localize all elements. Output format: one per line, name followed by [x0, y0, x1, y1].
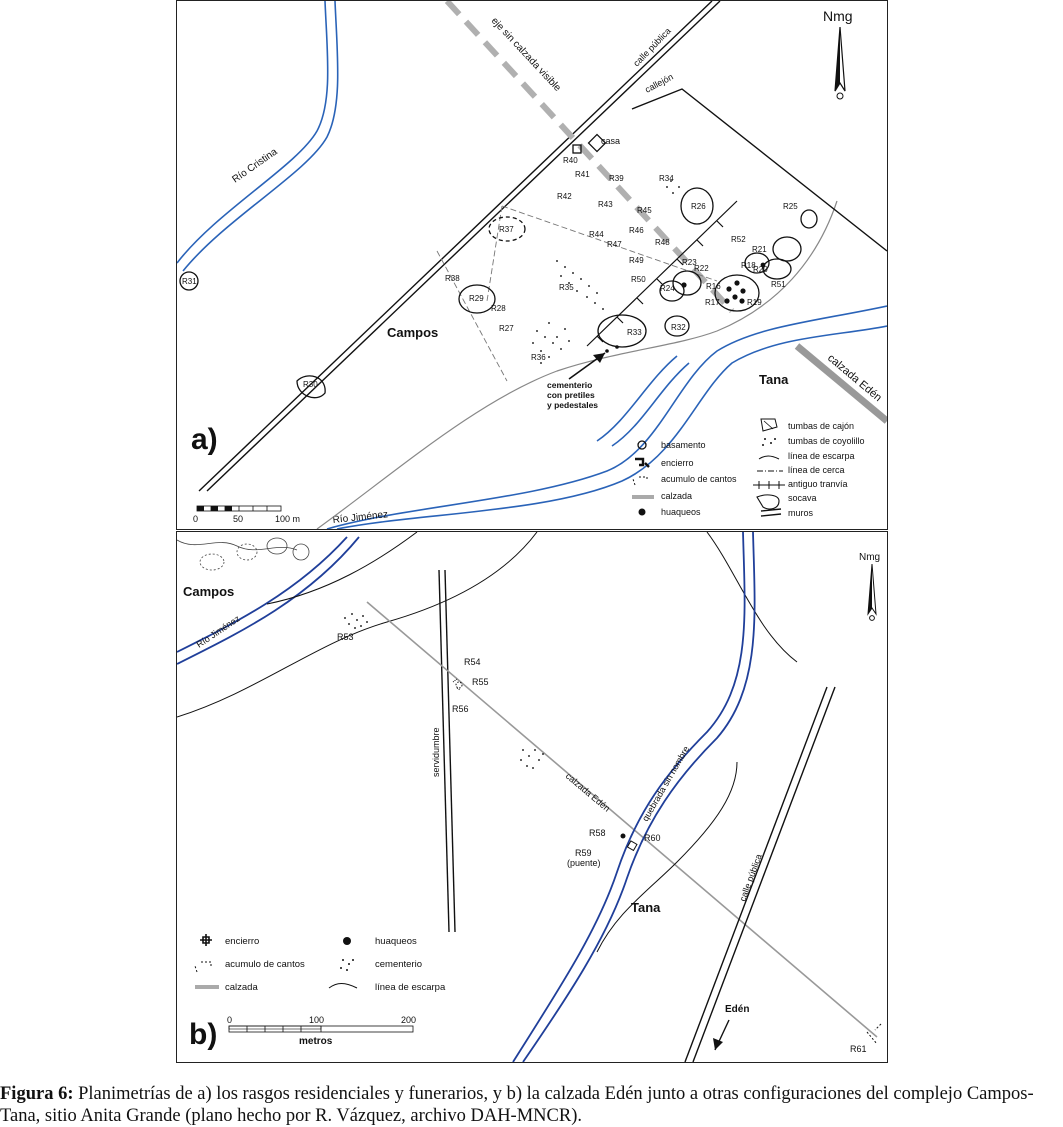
label-R25: R25	[783, 202, 798, 211]
legend-b-huaqueos: huaqueos	[375, 936, 417, 947]
legend-muros: muros	[788, 508, 814, 518]
label-R24: R24	[660, 284, 675, 293]
place-campos-a: Campos	[387, 325, 439, 340]
label-R20: R20	[753, 265, 768, 274]
servidumbre-label: servidumbre	[431, 727, 441, 777]
label-R22: R22	[694, 264, 709, 273]
label-R28: R28	[491, 304, 506, 313]
legend-a-left	[632, 440, 737, 517]
label-R29: R29	[469, 294, 484, 303]
calzada-eden-b	[367, 602, 877, 1037]
legend-socava: socava	[788, 493, 817, 503]
label-R47: R47	[607, 240, 622, 249]
label-R35: R35	[559, 283, 574, 292]
label-R21: R21	[752, 245, 767, 254]
label-R60: R60	[644, 833, 661, 843]
label-R61: R61	[850, 1044, 867, 1054]
label-R54: R54	[464, 657, 481, 667]
label-R52: R52	[731, 235, 746, 244]
rio-jimenez-label-b: Río Jiménez	[194, 613, 242, 650]
figure-caption	[0, 1083, 1060, 1127]
quebrada-sin-nombre	[513, 532, 755, 1062]
label-R31: R31	[182, 277, 197, 286]
cementerio-line-3: y pedestales	[547, 400, 599, 410]
label-R34: R34	[659, 174, 674, 183]
rio-cristina-label: Río Cristina	[230, 146, 280, 186]
cementerio-line-1: cementerio	[547, 380, 593, 390]
label-R43: R43	[598, 200, 613, 209]
scale-b-tick-2: 200	[401, 1015, 417, 1025]
north-arrow-b	[859, 552, 880, 620]
legend-escarpa: línea de escarpa	[788, 451, 855, 461]
eden-label: Edén	[725, 1004, 750, 1015]
label-R49: R49	[629, 256, 644, 265]
callejon-label: callejón	[643, 71, 675, 95]
eje-label: eje sin calzada visible	[488, 15, 563, 94]
tranvia-line	[587, 201, 737, 346]
label-R40: R40	[563, 156, 578, 165]
label-R19: R19	[747, 298, 762, 307]
label-R41: R41	[575, 170, 590, 179]
legend-b-acumulo: acumulo de cantos	[225, 959, 305, 970]
north-arrow-a	[823, 8, 853, 99]
quebrada-label: quebrada sin nombre	[640, 744, 692, 823]
label-R38: R38	[445, 274, 460, 283]
label-R18: R18	[741, 261, 756, 270]
label-R59: R59	[575, 848, 592, 858]
legend-basamento: basamento	[661, 440, 706, 450]
north-label-b: Nmg	[859, 552, 881, 563]
legend-b-escarpa: línea de escarpa	[375, 982, 446, 993]
label-R30: R30	[303, 380, 318, 389]
label-R50: R50	[631, 275, 646, 284]
label-R42: R42	[557, 192, 572, 201]
calzada-eden-a	[797, 346, 887, 421]
rio-jimenez-label: Río Jiménez	[332, 509, 389, 526]
legend-acumulo: acumulo de cantos	[661, 474, 737, 484]
label-R16: R16	[706, 282, 721, 291]
map-b-svg	[177, 532, 887, 1062]
scale-b-tick-1: 100	[309, 1015, 325, 1025]
legend-huaqueos: huaqueos	[661, 507, 701, 517]
calle-publica-b	[685, 687, 835, 1062]
panel-letter-a: a)	[191, 423, 218, 456]
puente-mark	[621, 834, 626, 839]
caption-text: Planimetrías de a) los rasgos residenciales y funerarios, y b) la calzada Edén junto a otras configuraciones del complejo Campos-Tana, sitio Anita Grande (plano hecho por R. Vázquez, archivo DAH-MNCR).	[0, 1084, 1034, 1126]
escarpment-lines-b	[177, 532, 797, 717]
place-tana-b: Tana	[631, 900, 661, 915]
campos-inset	[177, 538, 309, 570]
label-R59-note: (puente)	[567, 858, 601, 868]
map-panel-a	[176, 0, 888, 530]
legend-b-calzada: calzada	[225, 982, 258, 993]
label-R33: R33	[627, 328, 642, 337]
label-R32: R32	[671, 323, 686, 332]
calzada-eden-label-a: calzada Edén	[825, 352, 884, 405]
place-tana-a: Tana	[759, 372, 789, 387]
scale-bar-b	[227, 1015, 416, 1047]
map-a-svg	[177, 1, 887, 529]
label-R44: R44	[589, 230, 604, 239]
scale-bar-a	[193, 506, 300, 524]
north-label-a: Nmg	[823, 8, 853, 24]
label-R46: R46	[629, 226, 644, 235]
map-panel-b	[176, 531, 888, 1063]
legend-b	[195, 934, 446, 993]
label-R48: R48	[655, 238, 670, 247]
scale-b-tick-0: 0	[227, 1015, 233, 1025]
legend-tumbas-coyolillo: tumbas de coyolillo	[788, 436, 865, 446]
cementerio-annotation	[547, 353, 605, 410]
legend-tranvia: antiguo tranvía	[788, 479, 848, 489]
label-R55: R55	[472, 677, 489, 687]
casa-label: casa	[601, 136, 621, 146]
eden-arrow	[713, 1004, 749, 1050]
label-R23: R23	[682, 258, 697, 267]
servidumbre-road	[439, 570, 455, 932]
label-R17: R17	[705, 298, 720, 307]
legend-cerca: línea de cerca	[788, 465, 845, 475]
calle-publica-label: calle pública	[631, 25, 673, 69]
cementerio-line-2: con pretiles	[547, 390, 595, 400]
legend-tumbas-cajon: tumbas de cajón	[788, 421, 855, 431]
caption-label: Figura 6:	[0, 1084, 74, 1104]
scale-b-unit: metros	[299, 1036, 333, 1047]
label-R45: R45	[637, 206, 652, 215]
label-R51: R51	[771, 280, 786, 289]
legend-calzada: calzada	[661, 491, 693, 501]
label-R58: R58	[589, 828, 606, 838]
scale-a-tick-1: 50	[233, 514, 244, 524]
label-R26: R26	[691, 202, 706, 211]
legend-a-right	[753, 419, 865, 518]
scale-a-tick-0: 0	[193, 514, 199, 524]
label-R27: R27	[499, 324, 514, 333]
place-campos-b: Campos	[183, 584, 235, 599]
calzada-eden-label-b: calzada Edén	[563, 770, 612, 814]
legend-b-cementerio: cementerio	[375, 959, 422, 970]
label-R37: R37	[499, 225, 514, 234]
callejon-road	[632, 89, 887, 251]
panel-letter-b: b)	[189, 1018, 218, 1051]
calle-publica-label-b: calle pública	[737, 852, 764, 903]
rio-cristina	[177, 1, 338, 271]
label-R36: R36	[531, 353, 546, 362]
scale-a-tick-2: 100 m	[275, 514, 301, 524]
label-R39: R39	[609, 174, 624, 183]
label-R56: R56	[452, 704, 469, 714]
label-R53: R53	[337, 632, 354, 642]
legend-encierro: encierro	[661, 458, 694, 468]
legend-b-encierro: encierro	[225, 936, 260, 947]
